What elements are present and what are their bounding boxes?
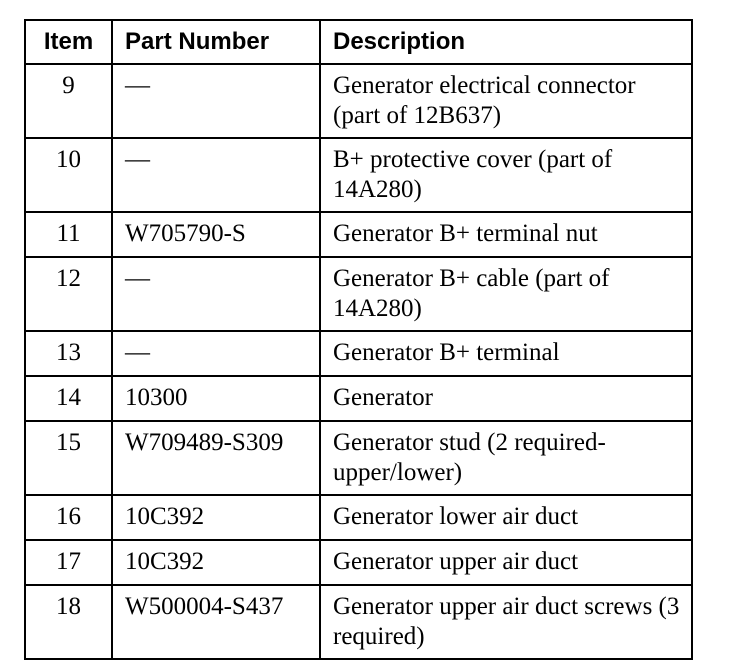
table-row <box>25 64 692 138</box>
description: Generator upper air duct screws (3 required) <box>320 585 692 659</box>
item-number: 12 <box>25 257 112 331</box>
parts-table <box>24 19 693 660</box>
part-number: 10C392 <box>112 495 320 540</box>
part-number: W500004-S437 <box>112 585 320 659</box>
item-number: 18 <box>25 585 112 659</box>
header-item: Item <box>25 20 112 64</box>
item-number: 10 <box>25 138 112 212</box>
item-number: 13 <box>25 331 112 376</box>
part-number: 10300 <box>112 376 320 421</box>
item-number: 16 <box>25 495 112 540</box>
item-number: 14 <box>25 376 112 421</box>
description: Generator B+ cable (part of 14A280) <box>320 257 692 331</box>
table-row <box>25 495 692 540</box>
table-row <box>25 257 692 331</box>
table-row <box>25 212 692 257</box>
description: Generator electrical connector (part of 12B637) <box>320 64 692 138</box>
part-number: — <box>112 257 320 331</box>
table-header-row <box>25 20 692 64</box>
item-number: 17 <box>25 540 112 585</box>
part-number: — <box>112 64 320 138</box>
table-row <box>25 585 692 659</box>
item-number: 9 <box>25 64 112 138</box>
description: Generator upper air duct <box>320 540 692 585</box>
item-number: 11 <box>25 212 112 257</box>
description: Generator stud (2 required-upper/lower) <box>320 421 692 495</box>
item-number: 15 <box>25 421 112 495</box>
header-part-number: Part Number <box>112 20 320 64</box>
table-row <box>25 138 692 212</box>
part-number: W705790-S <box>112 212 320 257</box>
description: Generator lower air duct <box>320 495 692 540</box>
part-number: W709489-S309 <box>112 421 320 495</box>
description: Generator <box>320 376 692 421</box>
table-row <box>25 376 692 421</box>
part-number: 10C392 <box>112 540 320 585</box>
part-number: — <box>112 331 320 376</box>
table-row <box>25 540 692 585</box>
header-description: Description <box>320 20 692 64</box>
table-row <box>25 421 692 495</box>
part-number: — <box>112 138 320 212</box>
table-row <box>25 331 692 376</box>
description: B+ protective cover (part of 14A280) <box>320 138 692 212</box>
description: Generator B+ terminal <box>320 331 692 376</box>
description: Generator B+ terminal nut <box>320 212 692 257</box>
